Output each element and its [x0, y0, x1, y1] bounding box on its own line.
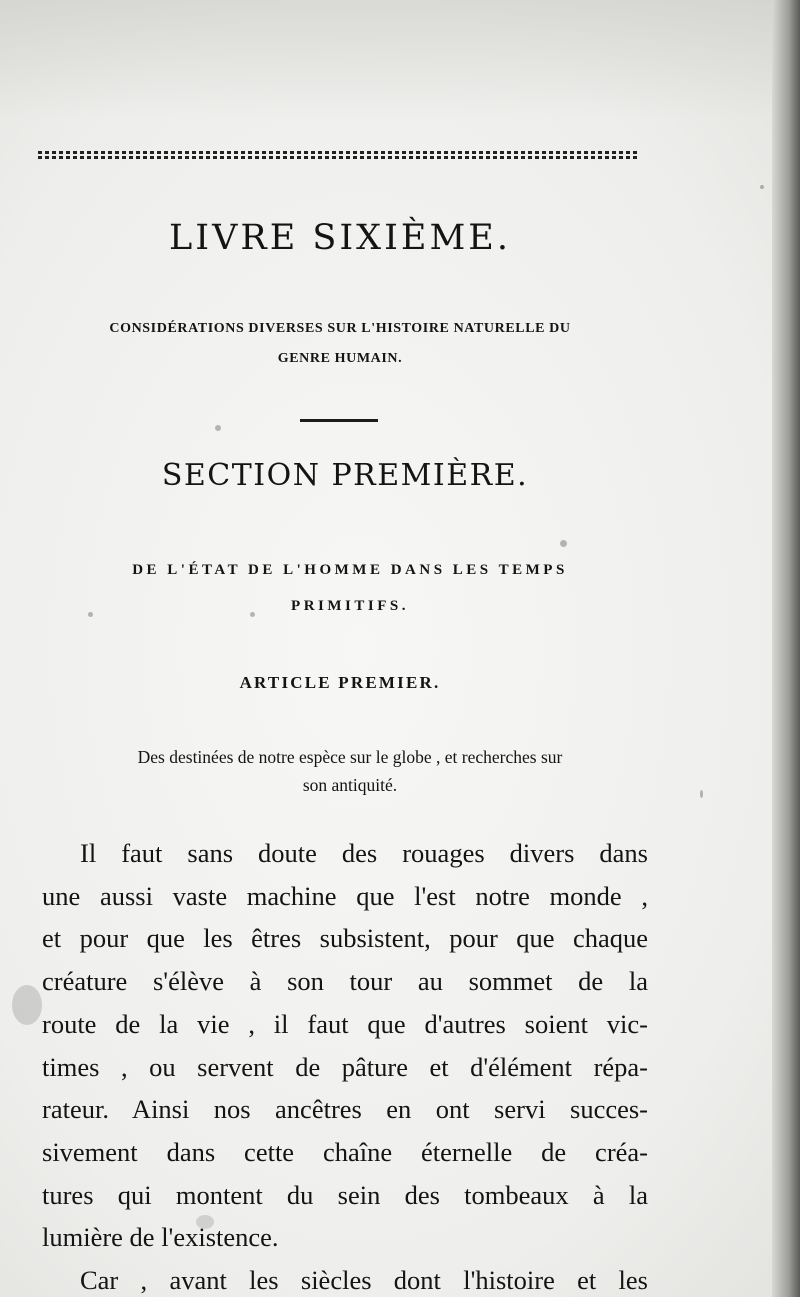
- ornamental-rule: [38, 151, 638, 161]
- body-line: sivement dans cette chaîne éternelle de créa-: [42, 1136, 648, 1167]
- article-title: ARTICLE PREMIER.: [239, 673, 441, 692]
- paper-speck: [250, 612, 255, 617]
- paper-speck: [215, 425, 221, 431]
- section-divider: [300, 419, 378, 422]
- section-subtitle: [60, 552, 640, 624]
- body-line: times , ou servent de pâture et d'élément répa-: [42, 1051, 648, 1082]
- page-shadow: [0, 0, 772, 120]
- article-subtitle-line-1: Des destinées de notre espèce sur le globe , et recherches sur: [137, 747, 563, 767]
- paper-stain: [12, 985, 42, 1025]
- body-line: lumière de l'existence.: [42, 1222, 279, 1253]
- body-text: [42, 832, 648, 1297]
- body-line: et pour que les êtres subsistent, pour que chaque: [42, 923, 648, 954]
- body-line: route de la vie , il faut que d'autres soient vic-: [42, 1008, 648, 1039]
- book-subtitle: [40, 314, 640, 374]
- body-line: créature s'élève à son tour au sommet de la: [42, 966, 648, 997]
- body-line: Il faut sans doute des rouages divers dans: [80, 838, 648, 868]
- section-title: SECTION PREMIÈRE.: [161, 458, 529, 493]
- paper-speck: [88, 612, 93, 617]
- book-subtitle-line-2: GENRE HUMAIN.: [277, 351, 403, 366]
- book-subtitle-line-1: CONSIDÉRATIONS DIVERSES SUR L'HISTOIRE NATURELLE DU: [109, 321, 571, 336]
- book-spine-edge: [772, 0, 800, 1297]
- book-title: LIVRE SIXIÈME.: [169, 218, 511, 258]
- section-subtitle-line-1: DE L'ÉTAT DE L'HOMME DANS LES TEMPS: [132, 562, 568, 578]
- paper-speck: [560, 540, 567, 547]
- paper-stain: [196, 1215, 214, 1229]
- article-subtitle-line-2: son antiquité.: [302, 775, 398, 795]
- body-line: rateur. Ainsi nos ancêtres en ont servi succes-: [42, 1094, 648, 1125]
- paper-speck: [700, 790, 703, 798]
- body-line: Car , avant les siècles dont l'histoire et les: [80, 1265, 648, 1296]
- body-line: tures qui montent du sein des tombeaux à la: [42, 1179, 648, 1210]
- body-line: une aussi vaste machine que l'est notre monde ,: [42, 880, 648, 911]
- section-subtitle-line-2: PRIMITIFS.: [291, 598, 409, 614]
- paper-speck: [760, 185, 764, 189]
- article-subtitle: [44, 743, 656, 799]
